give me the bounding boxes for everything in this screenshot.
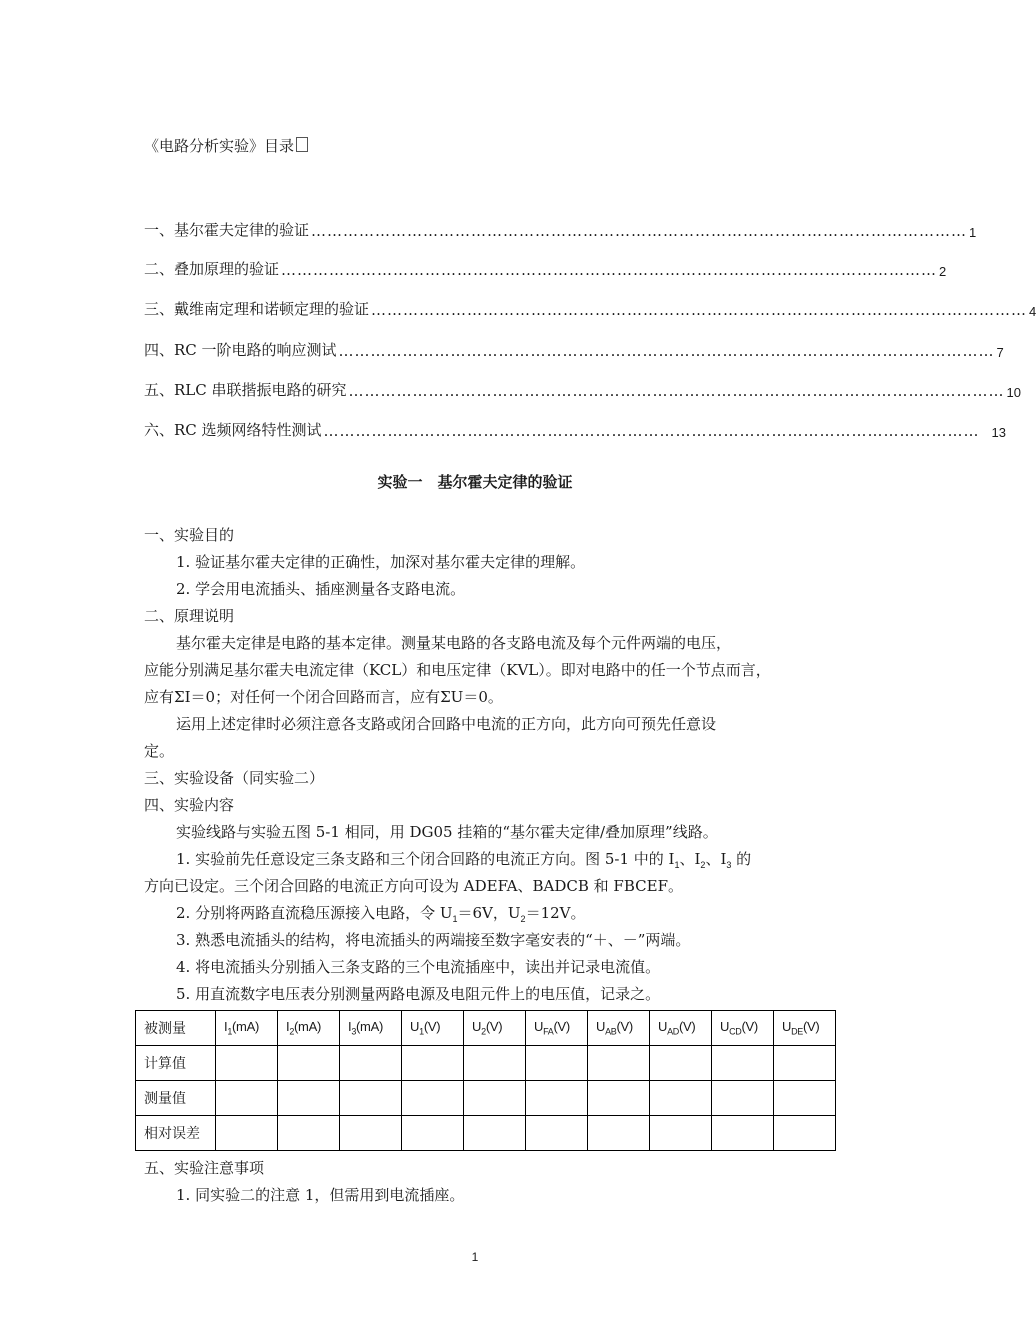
table-cell[interactable]	[216, 1116, 278, 1151]
table-header-cell: $I_2(mA)$	[278, 1011, 340, 1046]
toc-entry-page: 1	[969, 225, 977, 240]
toc-entry-title: 一、基尔霍夫定律的验证	[144, 221, 310, 239]
section-heading: 四、实验内容	[144, 796, 235, 814]
table-cell[interactable]	[216, 1081, 278, 1116]
toc-entry[interactable]	[144, 220, 977, 240]
table-cell[interactable]	[278, 1081, 340, 1116]
table-cell[interactable]	[402, 1116, 464, 1151]
table-cell[interactable]	[402, 1081, 464, 1116]
experiment-title: 实验一 基尔霍夫定律的验证	[377, 473, 573, 491]
toc-entry[interactable]	[144, 380, 1021, 400]
table-cell[interactable]	[774, 1046, 836, 1081]
table-cell[interactable]	[712, 1116, 774, 1151]
toc-entry-page: 13	[991, 425, 1007, 440]
table-cell[interactable]	[278, 1046, 340, 1081]
toc-entry-title: 三、戴维南定理和诺顿定理的验证	[144, 300, 370, 318]
paragraph-line: 1. 验证基尔霍夫定律的正确性，加深对基尔霍夫定律的理解。	[176, 553, 586, 571]
toc-entry[interactable]	[144, 299, 1036, 319]
paragraph-line: 4. 将电流插头分别插入三条支路的三个电流插座中，读出并记录电流值。	[176, 958, 661, 976]
table-cell[interactable]	[588, 1046, 650, 1081]
toc-entry[interactable]	[144, 259, 947, 279]
paragraph-line: 应有ΣI＝0；对任何一个闭合回路而言，应有ΣU＝0。	[144, 688, 503, 706]
table-cell[interactable]	[526, 1116, 588, 1151]
table-row-label: 测量值	[136, 1081, 216, 1116]
table-header-cell: $U_{DE}(V)$	[774, 1011, 836, 1046]
table-header-cell: $U_{AB}(V)$	[588, 1011, 650, 1046]
table-cell[interactable]	[712, 1081, 774, 1116]
table-cell[interactable]	[464, 1046, 526, 1081]
table-header-cell: $U_{AD}(V)$	[650, 1011, 712, 1046]
toc-entry-page: 10	[1006, 385, 1021, 400]
table-header-row	[136, 1011, 836, 1046]
table-cell[interactable]	[464, 1081, 526, 1116]
table-header-cell: $I_3(mA)$	[340, 1011, 402, 1046]
table-cell[interactable]	[464, 1116, 526, 1151]
table-cell[interactable]	[340, 1116, 402, 1151]
paragraph-line: 1. 同实验二的注意 1，但需用到电流插座。	[176, 1186, 465, 1204]
table-row	[136, 1081, 836, 1116]
paragraph-line: 5. 用直流数字电压表分别测量两路电源及电阻元件上的电压值，记录之。	[176, 985, 661, 1003]
table-cell[interactable]	[526, 1081, 588, 1116]
toc-entry-title: 四、RC 一阶电路的响应测试	[144, 341, 337, 359]
table-row	[136, 1046, 836, 1081]
table-header-cell: $U_2(V)$	[464, 1011, 526, 1046]
paragraph-line: 基尔霍夫定律是电路的基本定律。测量某电路的各支路电流及每个元件两端的电压，	[176, 634, 732, 652]
table-row	[136, 1116, 836, 1151]
toc-leader: ……………………………………………………………………………………………………………	[281, 261, 938, 279]
toc-title: 《电路分析实验》目录	[144, 136, 308, 156]
toc-leader: ……………………………………………………………………………………………………………	[323, 422, 980, 440]
table-cell[interactable]	[588, 1081, 650, 1116]
toc-entry-page: 7	[996, 345, 1004, 360]
paragraph-line: 3. 熟悉电流插头的结构，将电流插头的两端接至数字毫安表的“＋、－”两端。	[176, 931, 691, 949]
table-corner-cell: 被测量	[136, 1011, 216, 1046]
paragraph-line: 2. 学会用电流插头、插座测量各支路电流。	[176, 580, 466, 598]
table-cell[interactable]	[216, 1046, 278, 1081]
table-header-cell: $I_1(mA)$	[216, 1011, 278, 1046]
toc-entry-page: 2	[939, 264, 947, 279]
paragraph-line: 定。	[144, 742, 175, 760]
paragraph-line: 运用上述定律时必须注意各支路或闭合回路中电流的正方向，此方向可预先任意设	[176, 715, 717, 733]
table-cell[interactable]	[774, 1116, 836, 1151]
table-cell[interactable]	[340, 1046, 402, 1081]
toc-leader: ……………………………………………………………………………………………………………	[348, 382, 1005, 400]
section-heading: 一、实验目的	[144, 526, 235, 544]
placeholder-glyph-icon	[296, 137, 308, 152]
table-cell[interactable]	[712, 1046, 774, 1081]
section-heading: 五、实验注意事项	[144, 1159, 265, 1177]
table-cell[interactable]	[774, 1081, 836, 1116]
paragraph-line: 实验线路与实验五图 5-1 相同，用 DG05 挂箱的“基尔霍夫定律/叠加原理”线路。	[176, 823, 718, 841]
table-cell[interactable]	[278, 1116, 340, 1151]
section-heading: 三、实验设备（同实验二）	[144, 769, 325, 787]
toc-entry[interactable]	[144, 340, 1004, 360]
table-cell[interactable]	[588, 1116, 650, 1151]
measurement-table	[135, 1010, 836, 1151]
paragraph-line: 2. 分别将两路直流稳压源接入电路，令 $U_1=6V$，$U_2=12V$。	[176, 904, 586, 924]
table-cell[interactable]	[650, 1081, 712, 1116]
toc-leader: ……………………………………………………………………………………………………………	[371, 301, 1028, 319]
toc-entry-title: 五、RLC 串联揩振电路的研究	[144, 381, 347, 399]
toc-entry[interactable]	[144, 420, 1007, 440]
table-row-label: 计算值	[136, 1046, 216, 1081]
table-row-label: 相对误差	[136, 1116, 216, 1151]
paragraph-line: 方向已设定。三个闭合回路的电流正方向可设为 ADEFA、BADCB 和 FBCEF。	[144, 877, 683, 895]
toc-entry-title: 六、RC 选频网络特性测试	[144, 421, 322, 439]
table-cell[interactable]	[340, 1081, 402, 1116]
toc-entry-title: 二、叠加原理的验证	[144, 260, 280, 278]
table-cell[interactable]	[526, 1046, 588, 1081]
toc-leader: ……………………………………………………………………………………………………………	[311, 222, 968, 240]
paragraph-line: 应能分别满足基尔霍夫电流定律（KCL）和电压定律（KVL）。即对电路中的任一个节点而言，	[144, 661, 771, 679]
table-cell[interactable]	[650, 1046, 712, 1081]
section-heading: 二、原理说明	[144, 607, 235, 625]
table-cell[interactable]	[402, 1046, 464, 1081]
table-header-cell: $U_{FA}(V)$	[526, 1011, 588, 1046]
toc-leader: ……………………………………………………………………………………………………………	[338, 342, 995, 360]
page-number: 1	[471, 1250, 479, 1264]
table-cell[interactable]	[650, 1116, 712, 1151]
toc-entry-page: 4	[1029, 304, 1036, 319]
paragraph-line: 1. 实验前先任意设定三条支路和三个闭合回路的电流正方向。图 5-1 中的 $I_1$、$I_2$、$I_3$ 的	[176, 850, 752, 870]
table-header-cell: $U_{CD}(V)$	[712, 1011, 774, 1046]
table-header-cell: $U_1(V)$	[402, 1011, 464, 1046]
